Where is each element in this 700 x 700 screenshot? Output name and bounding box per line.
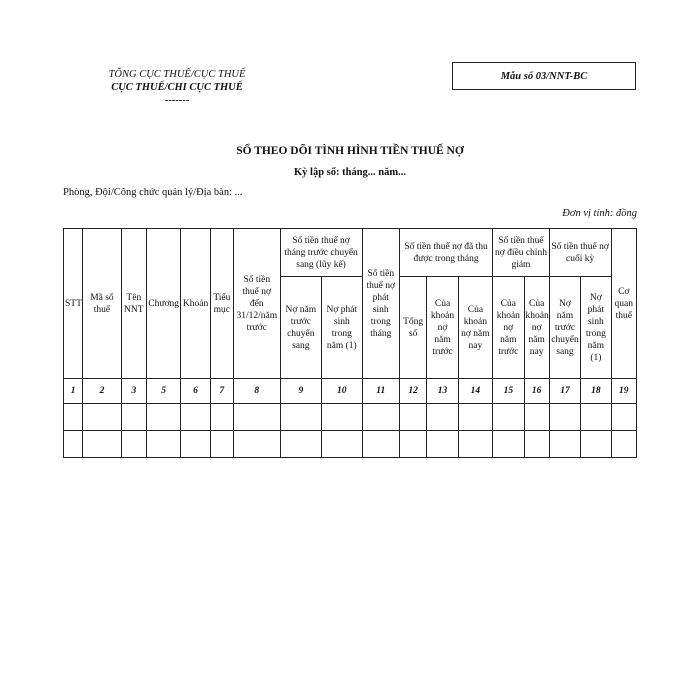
empty-cell: [146, 404, 180, 431]
column-number: 7: [210, 379, 233, 404]
header-group-dieu-chinh: Số tiền thuế nợ điều chỉnh giảm: [493, 229, 550, 277]
column-number: 10: [322, 379, 362, 404]
column-number: 9: [280, 379, 322, 404]
empty-cell: [549, 431, 580, 458]
empty-cell: [581, 431, 611, 458]
header-dc-nam-nay: Của khoản nợ năm nay: [524, 277, 549, 379]
empty-cell: [280, 431, 322, 458]
empty-cell: [83, 431, 121, 458]
empty-cell: [493, 404, 524, 431]
header-ma-so-thue: Mã số thuế: [83, 229, 121, 379]
column-number: 5: [146, 379, 180, 404]
form-code-box: [452, 62, 636, 90]
empty-cell: [181, 404, 210, 431]
empty-cell: [121, 431, 146, 458]
reporting-period: Kỳ lập sổ: tháng... năm...: [293, 167, 407, 178]
empty-cell: [362, 431, 399, 458]
empty-cell: [146, 431, 180, 458]
empty-cell: [210, 431, 233, 458]
header-ck-phat-sinh: Nợ phát sinh trong năm (1): [581, 277, 611, 379]
header-tong-so: Tổng số: [400, 277, 427, 379]
empty-cell: [611, 404, 636, 431]
empty-cell: [234, 404, 281, 431]
header-no-den-cuoi-nam: Số tiền thuế nợ đến 31/12/năm trước: [234, 229, 281, 379]
currency-unit: Đơn vị tính: đồng: [562, 208, 637, 219]
empty-cell: [322, 431, 362, 458]
header-group-cuoi-ky: Số tiền thuế nợ cuối kỳ: [549, 229, 611, 277]
header-chuong: Chương: [146, 229, 180, 379]
column-number: 14: [458, 379, 492, 404]
empty-cell: [181, 431, 210, 458]
header-thu-nam-nay: Của khoản nợ năm nay: [458, 277, 492, 379]
empty-cell: [549, 404, 580, 431]
empty-cell: [362, 404, 399, 431]
empty-cell: [427, 431, 458, 458]
table-row: [64, 404, 637, 431]
header-no-phat-sinh: Nợ phát sinh trong năm (1): [322, 277, 362, 379]
header-stt: STT: [64, 229, 83, 379]
empty-cell: [280, 404, 322, 431]
header-co-quan-thue: Cơ quan thuế: [611, 229, 636, 379]
column-number-row: [64, 379, 637, 404]
empty-cell: [400, 431, 427, 458]
header-group-chuyen-sang: Số tiền thuế nợ tháng trước chuyển sang (lũy kế): [280, 229, 362, 277]
column-number: 11: [362, 379, 399, 404]
empty-cell: [83, 404, 121, 431]
column-number: 13: [427, 379, 458, 404]
empty-cell: [64, 431, 83, 458]
header-dc-nam-truoc: Của khoản nợ năm trước: [493, 277, 524, 379]
empty-cell: [611, 431, 636, 458]
table-row: [64, 431, 637, 458]
document-title: SỔ THEO DÕI TÌNH HÌNH TIỀN THUẾ NỢ: [236, 145, 464, 157]
empty-cell: [427, 404, 458, 431]
form-code: Mẫu số 03/NNT-BC: [500, 70, 588, 82]
column-number: 1: [64, 379, 83, 404]
empty-cell: [121, 404, 146, 431]
agency-line-2: CỤC THUẾ/CHI CỤC THUẾ: [111, 82, 243, 93]
empty-cell: [210, 404, 233, 431]
header-thu-nam-truoc: Của khoản nợ năm trước: [427, 277, 458, 379]
department-line: Phòng, Đội/Công chức quản lý/Địa bàn: ...: [63, 187, 243, 198]
issuing-agency: [92, 68, 262, 107]
empty-cell: [64, 404, 83, 431]
column-number: 17: [549, 379, 580, 404]
header-ck-nam-truoc: Nợ năm trước chuyển sang: [549, 277, 580, 379]
header-phat-sinh-thang: Số tiền thuế nợ phát sinh trong tháng: [362, 229, 399, 379]
empty-cell: [581, 404, 611, 431]
empty-cell: [524, 431, 549, 458]
column-number: 3: [121, 379, 146, 404]
empty-cell: [493, 431, 524, 458]
header-group-thu-duoc: Số tiền thuế nợ đã thu được trong tháng: [400, 229, 493, 277]
empty-cell: [400, 404, 427, 431]
column-number: 15: [493, 379, 524, 404]
column-number: 6: [181, 379, 210, 404]
empty-cell: [524, 404, 549, 431]
agency-divider: -------: [164, 95, 190, 106]
column-number: 19: [611, 379, 636, 404]
column-number: 2: [83, 379, 121, 404]
agency-line-1: TỔNG CỤC THUẾ/CỤC THUẾ: [108, 69, 246, 80]
empty-cell: [458, 431, 492, 458]
empty-cell: [322, 404, 362, 431]
empty-cell: [458, 404, 492, 431]
header-tieu-muc: Tiểu mục: [210, 229, 233, 379]
column-number: 18: [581, 379, 611, 404]
header-no-nam-truoc: Nợ năm trước chuyển sang: [280, 277, 322, 379]
header-khoan: Khoản: [181, 229, 210, 379]
header-ten-nnt: Tên NNT: [121, 229, 146, 379]
header-row-groups: [64, 229, 637, 277]
empty-cell: [234, 431, 281, 458]
column-number: 8: [234, 379, 281, 404]
tax-debt-table: [63, 228, 637, 458]
column-number: 12: [400, 379, 427, 404]
column-number: 16: [524, 379, 549, 404]
